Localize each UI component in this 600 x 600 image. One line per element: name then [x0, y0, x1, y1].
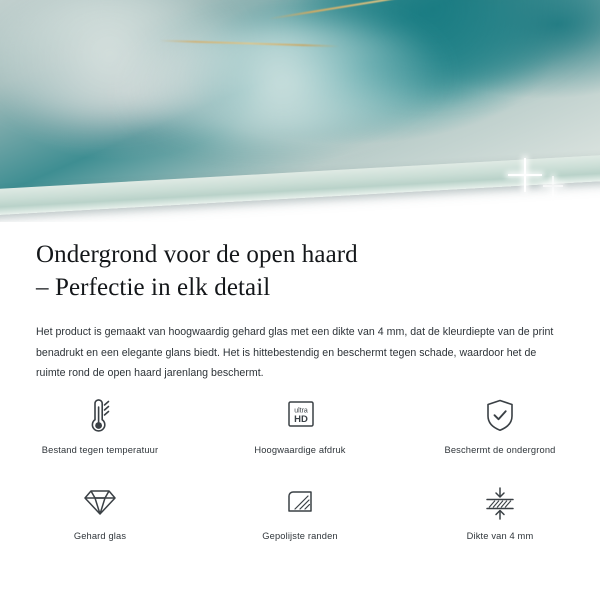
feature-item-print-quality [200, 388, 400, 470]
feature-label: Bestand tegen temperatuur [41, 445, 159, 455]
feature-item-surface-protection [400, 388, 600, 470]
ultra-hd-icon [278, 394, 322, 438]
feature-label: Hoogwaardige afdruk [254, 445, 346, 455]
thermometer-icon [80, 394, 120, 438]
body-paragraph: Het product is gemaakt van hoogwaardig gehard glas met een dikte van 4 mm, dat de kleurdiepte van de print benadrukt en een elegante glans biedt. Het is hittebestendig en beschermt tegen schade, waardoor het de ruimte rond de open haard jarenlang beschermt. [36, 326, 554, 380]
headline-line-2: – Perfectie in elk detail [36, 274, 271, 301]
feature-label: Gepolijste randen [262, 531, 338, 541]
diamond-icon [78, 480, 122, 524]
feature-label: Gehard glas [73, 531, 127, 541]
polished-edges-icon [280, 480, 320, 524]
page-title [0, 222, 600, 304]
svg-text:ultra: ultra [294, 407, 308, 415]
text-content [0, 222, 600, 384]
hero-image-inner [0, 0, 600, 222]
thickness-4mm-icon [478, 480, 522, 524]
feature-item-thickness [400, 474, 600, 556]
svg-text:HD: HD [294, 414, 308, 425]
headline-line-1: Ondergrond voor de open haard [36, 241, 358, 268]
feature-grid [0, 388, 600, 556]
hero-image [0, 0, 600, 222]
feature-label: Beschermt de ondergrond [444, 445, 556, 455]
feature-label: Dikte van 4 mm [466, 531, 534, 541]
feature-item-temperature [0, 388, 200, 470]
feature-item-tempered-glass [0, 474, 200, 556]
feature-item-polished-edges [200, 474, 400, 556]
shield-check-icon [480, 394, 520, 438]
